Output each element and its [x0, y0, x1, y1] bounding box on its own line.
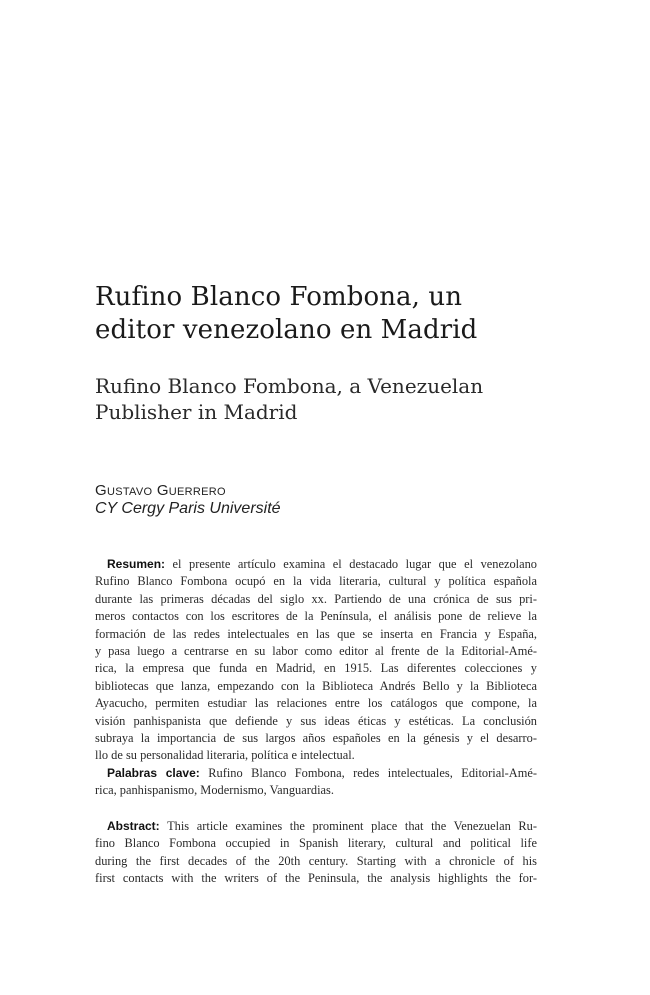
author-affiliation: CY Cergy Paris Université — [95, 500, 281, 517]
resumen-line: Ayacucho, permiten estudiar las relaciones entre los catálogos que compone, la — [95, 696, 537, 711]
resumen-line: y pasa luego a centrarse en su labor como editor al frente de la Editorial-Amé- — [95, 643, 537, 658]
resumen-line: subraya la importancia de sus largos años españoles en la génesis y el desarro- — [95, 730, 537, 745]
article-subtitle-line-1: Rufino Blanco Fombona, a Venezuelan — [95, 374, 484, 398]
resumen-line: llo de su personalidad literaria, política e intelectual. — [95, 748, 355, 763]
resumen-line: rica, la empresa que funda en Madrid, en 1915. Las diferentes colecciones y — [95, 661, 537, 676]
resumen-line: Rufino Blanco Fombona ocupó en la vida literaria, cultural y política española — [95, 574, 537, 589]
abstract-line: during the first decades of the 20th century. Starting with a chronicle of his — [95, 853, 537, 868]
abstract-text: This article examines the prominent place that the Venezuelan Ru- — [159, 819, 537, 833]
keywords-text: Rufino Blanco Fombona, redes intelectuales, Editorial-Amé- — [199, 765, 537, 780]
keywords-label: Palabras clave: — [107, 765, 200, 780]
author-name: Gustavo Guerrero — [95, 482, 226, 499]
resumen-line: bibliotecas que lanza, empezando con la Biblioteca Andrés Bello y la Biblioteca — [95, 678, 537, 693]
article-title-line-1: Rufino Blanco Fombona, un — [95, 282, 463, 312]
abstract-line — [95, 818, 537, 835]
resumen-line — [95, 556, 537, 573]
resumen-section — [95, 556, 537, 799]
abstract-line: first contacts with the writers of the Peninsula, the analysis highlights the for- — [95, 871, 537, 886]
resumen-text: el presente artículo examina el destacado lugar que el venezolano — [165, 557, 537, 571]
resumen-line: meros contactos con los escritores de la Península, el análisis pone de relieve la — [95, 609, 537, 624]
article-subtitle — [95, 373, 565, 425]
article-title-line-2: editor venezolano en Madrid — [95, 315, 478, 345]
resumen-line: visión panhispanista que defiende y sus ideas éticas y estéticas. La conclusión — [95, 713, 537, 728]
abstract-section — [95, 818, 537, 888]
keywords-line — [95, 765, 537, 782]
keywords-line: rica, panhispanismo, Modernismo, Vanguardias. — [95, 783, 334, 798]
resumen-label: Resumen: — [107, 557, 166, 571]
resumen-line: durante las primeras décadas del siglo xx. Partiendo de una crónica de sus pri- — [95, 591, 537, 606]
resumen-line: formación de las redes intelectuales en las que se inserta en Francia y España, — [95, 626, 537, 641]
abstract-label: Abstract: — [107, 819, 160, 833]
abstract-line: fino Blanco Fombona occupied in Spanish literary, cultural and political life — [95, 836, 537, 851]
article-subtitle-line-2: Publisher in Madrid — [95, 400, 298, 424]
article-title — [95, 281, 565, 347]
